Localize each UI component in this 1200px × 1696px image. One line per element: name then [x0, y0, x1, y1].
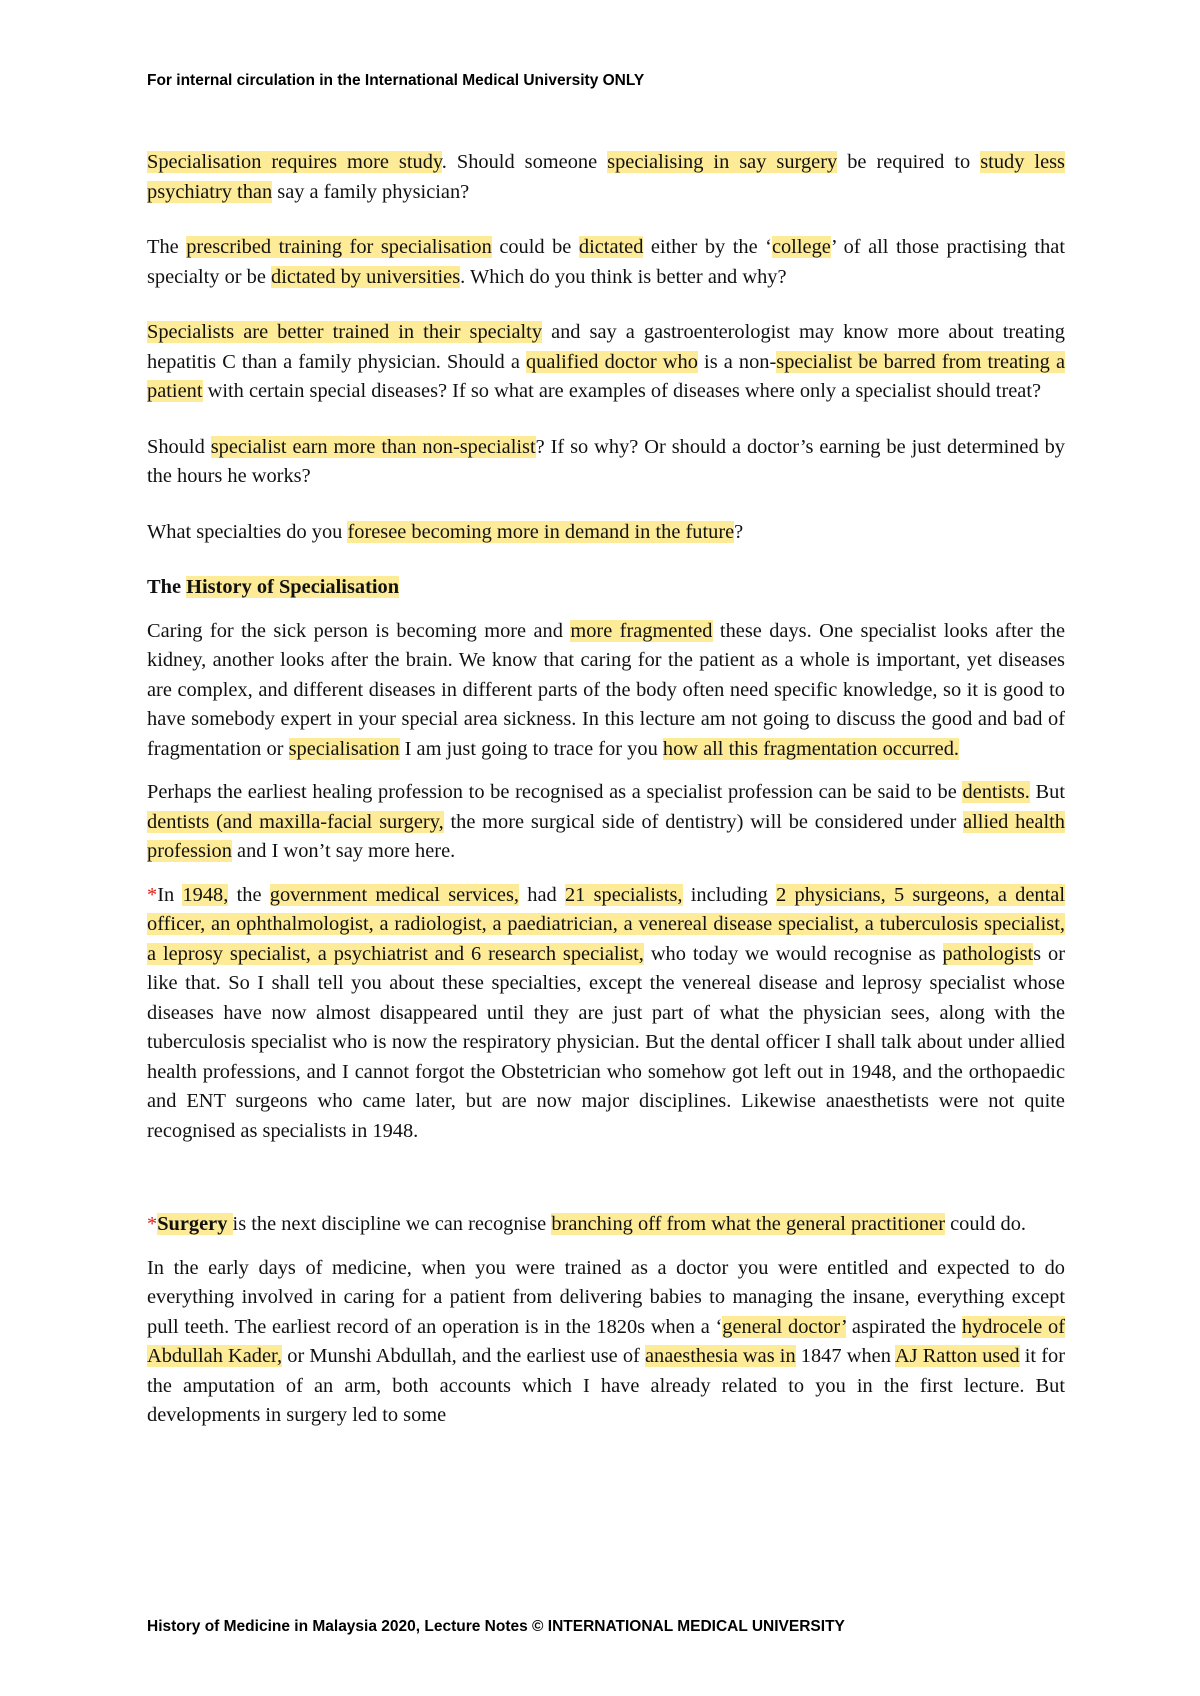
highlight: pathologist — [942, 942, 1034, 965]
highlight: 2 physicians, 5 surgeons, a dental officer, an ophthalmologist, a radiologist, a paediatrician, a venereal disease specialist, a tuberculosis specialist, a leprosy specialist, a psychiatrist and 6 research specialist, — [147, 883, 1066, 965]
text: ? — [734, 520, 744, 543]
highlight: specialist earn more than non-specialist — [210, 435, 536, 458]
highlight: History of Specialisation — [186, 576, 400, 598]
text: or Munshi Abdullah, and the earliest use of — [282, 1345, 645, 1367]
text: The — [147, 236, 187, 258]
highlight: anaesthesia was in — [644, 1345, 796, 1367]
text: it for the amputation of an arm, both accounts which I have already related to you in the first lecture. But developments in surgery led to some — [147, 1345, 1065, 1426]
highlight: branching off from what the general practitioner — [551, 1213, 946, 1235]
highlight: 21 specialists, — [564, 883, 683, 906]
text: be required to — [837, 151, 981, 173]
question-prescribed-training — [147, 233, 1065, 292]
highlight: specialising in say surgery — [607, 151, 838, 173]
section-heading — [147, 573, 1065, 603]
highlight: dentists. — [962, 781, 1030, 803]
paragraph-1948-specialists — [147, 881, 1065, 1147]
surgery-bold: Surgery — [157, 1213, 233, 1235]
text: and say a gastroenterologist may know more about treating hepatitis C than a family physician. Should a — [147, 321, 1065, 373]
text: who today we would recognise as — [643, 942, 943, 965]
highlight: Specialists are better trained in their specialty — [147, 321, 543, 343]
highlight: more fragmented — [570, 619, 713, 642]
paragraph-dentists — [147, 778, 1065, 867]
question-specialist-earnings — [147, 433, 1065, 492]
highlight: dentists (and maxilla-facial surgery, — [147, 810, 444, 833]
text: In the early days of medicine, when you were trained as a doctor you were entitled and expected to do everything involved in caring for a patient from delivering babies to managing the insane, everything except pull teeth. The earliest record of an operation is in the 1820s when a ‘ — [147, 1256, 1065, 1338]
page-header: For internal circulation in the International Medical University ONLY — [147, 72, 645, 89]
asterisk-marker: * — [147, 883, 158, 906]
text: had — [519, 883, 565, 906]
text: is a non- — [697, 350, 777, 373]
paragraph-surgery — [147, 1210, 1065, 1240]
highlight: qualified doctor who — [526, 350, 698, 373]
asterisk-marker: * — [147, 1213, 158, 1235]
text: . Should someone — [441, 151, 608, 173]
text: could do. — [945, 1213, 1027, 1235]
text: In — [157, 883, 183, 906]
text: . Which do you think is better and why? — [460, 265, 787, 288]
highlight: dictated by universities — [271, 265, 461, 288]
question-specialisation-study — [147, 148, 1065, 207]
highlight: hydrocele of Abdullah Kader, — [147, 1315, 1065, 1367]
text: ’ of all those practising that specialty or be — [147, 236, 1065, 288]
text: What specialties do you — [147, 520, 348, 543]
highlight: government medical services, — [269, 883, 519, 906]
text: could be — [491, 236, 579, 258]
highlight: Specialisation requires more study — [147, 151, 442, 173]
question-specialists-better-trained — [147, 318, 1065, 407]
highlight: college — [771, 236, 831, 258]
question-future-specialties — [147, 518, 1065, 548]
text: The — [147, 576, 187, 598]
text: s or like that. So I shall tell you about these specialties, except the venereal disease and leprosy specialist whose diseases have now almost disappeared until they are just part of what the physician sees, along with the tuberculosis specialist who is now the respiratory physician. But the dental officer I shall talk about under allied health professions, and I cannot forgot the Obstetrician who somehow got left out in 1948, and the orthopaedic and ENT surgeons who came later, but are now major disciplines. Likewise anaesthetists were not quite recognised as specialists in 1948. — [147, 942, 1065, 1142]
highlight: 1948, — [182, 883, 229, 906]
highlight: how all this fragmentation occurred. — [662, 737, 960, 760]
text: with certain special diseases? If so what are examples of diseases where only a specialist should treat? — [202, 380, 1042, 402]
highlight: study less psychiatry than — [147, 151, 1065, 203]
text: But — [1029, 781, 1066, 803]
text: these days. One specialist looks after the kidney, another looks after the brain. We know that caring for the patient as a whole is important, yet diseases are complex, and different diseases in different parts of the body often need specific knowledge, so it is good to have somebody expert in your special area sickness. In this lecture am not going to discuss the good and bad of fragmentation or — [147, 619, 1065, 760]
highlight: prescribed training for specialisation — [186, 236, 492, 258]
page-footer: History of Medicine in Malaysia 2020, Lecture Notes © INTERNATIONAL MEDICAL UNIVERSITY — [147, 1618, 845, 1635]
highlight: foresee becoming more in demand in the future — [347, 520, 735, 543]
highlight: specialist be barred from treating a patient — [147, 350, 1065, 402]
text: 1847 when — [795, 1345, 895, 1367]
text: Should — [147, 435, 211, 458]
text: including — [682, 883, 777, 906]
paragraph-early-days — [147, 1254, 1065, 1431]
highlight: general doctor’ — [722, 1315, 847, 1338]
text: aspirated the — [846, 1315, 962, 1338]
highlight: specialisation — [288, 737, 400, 760]
paragraph-fragmentation — [147, 617, 1065, 765]
document-body — [147, 148, 1065, 1431]
highlight: AJ Ratton used — [894, 1345, 1020, 1367]
text: the more surgical side of dentistry) will be considered under — [443, 810, 964, 833]
text: ? If so why? Or should a doctor’s earning be just determined by the hours he works? — [147, 435, 1065, 487]
text: Perhaps the earliest healing profession to be recognised as a specialist profession can be said to be — [147, 781, 963, 803]
text: I am just going to trace for you — [399, 737, 663, 760]
text: and I won’t say more here. — [231, 840, 456, 862]
highlight: allied health profession — [147, 810, 1065, 862]
text: Caring for the sick person is becoming more and — [147, 619, 571, 642]
text: either by the ‘ — [643, 236, 772, 258]
highlight: dictated — [578, 236, 644, 258]
text: say a family physician? — [272, 180, 470, 203]
text: is the next discipline we can recognise — [232, 1213, 552, 1235]
text: the — [228, 883, 270, 906]
